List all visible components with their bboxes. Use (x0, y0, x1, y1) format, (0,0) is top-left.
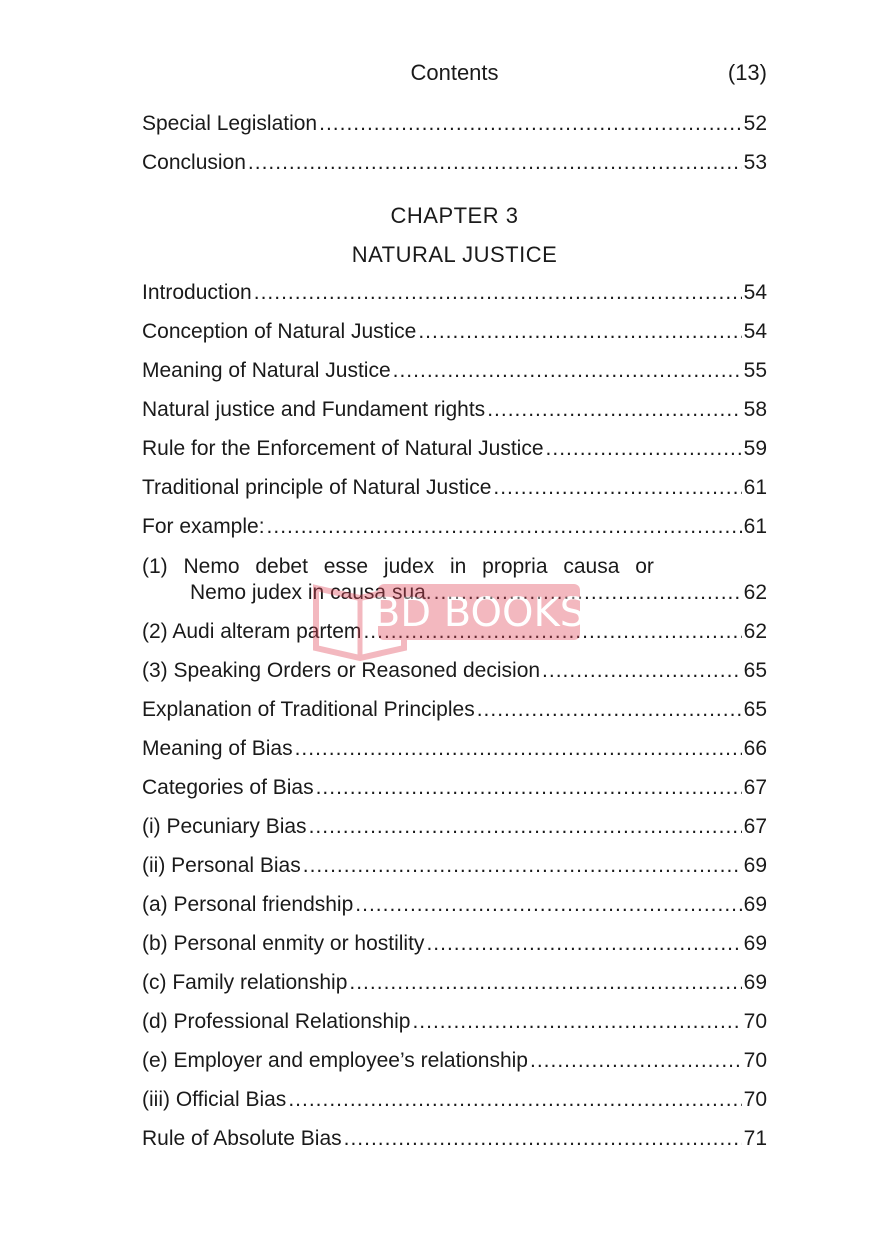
toc-entry-page: 55 (743, 359, 767, 382)
toc-entry (142, 659, 767, 689)
watermark-logo (312, 578, 584, 662)
toc-entry (142, 1088, 767, 1118)
leader-dots (493, 476, 741, 500)
leader-dots (349, 971, 741, 995)
toc-entry-page: 69 (743, 893, 767, 916)
toc-entry (142, 151, 767, 181)
toc-entry-label: (e) Employer and employee’s relationship (142, 1049, 528, 1072)
toc-entry-label: Explanation of Traditional Principles (142, 698, 475, 721)
leader-dots (393, 359, 742, 383)
toc-entry-page: 53 (743, 151, 767, 174)
leader-dots (248, 151, 742, 175)
toc-entry-page: 69 (743, 854, 767, 877)
toc-entry (142, 698, 767, 728)
toc-entry-page: 62 (743, 620, 767, 643)
toc-entry-page: 65 (743, 698, 767, 721)
toc-entry-label: (i) Pecuniary Bias (142, 815, 307, 838)
toc-entry-page: 54 (743, 281, 767, 304)
toc-entry-label: (3) Speaking Orders or Reasoned decision (142, 659, 541, 682)
toc-entry-label: Nemo judex in causa sua. (190, 581, 432, 604)
leader-dots (530, 1049, 742, 1073)
leader-dots (267, 515, 742, 539)
toc-entry (142, 515, 767, 545)
toc-entry-label: (ii) Personal Bias (142, 854, 301, 877)
toc-entry-page: 52 (743, 112, 767, 135)
toc-entry-page: 70 (743, 1010, 767, 1033)
toc-entry-page: 67 (743, 776, 767, 799)
toc-entry (142, 854, 767, 884)
toc-entry-label: For example: (142, 515, 265, 538)
leader-dots (316, 776, 742, 800)
leader-dots (426, 932, 741, 956)
toc-entry-label: (2) Audi alteram partem (142, 620, 362, 643)
toc-entry-page: 69 (743, 971, 767, 994)
toc-entry-label: Rule of Absolute Bias (142, 1127, 342, 1150)
toc-entry (142, 1010, 767, 1040)
toc-entry-label: (c) Family relationship (142, 971, 348, 994)
toc-entry-page: 70 (743, 1049, 767, 1072)
leader-dots (344, 1127, 742, 1151)
toc-entry (142, 359, 767, 389)
toc-entry (142, 476, 767, 506)
leader-dots (418, 320, 741, 344)
page-title: Contents (410, 60, 499, 85)
toc-entry-label: (a) Personal friendship (142, 893, 354, 916)
page-header (142, 60, 767, 90)
leader-dots (288, 1088, 741, 1112)
toc-entry-label: Categories of Bias (142, 776, 314, 799)
toc-entry-label: Meaning of Bias (142, 737, 293, 760)
toc-entry-page: 70 (743, 1088, 767, 1111)
toc-entry (142, 1127, 767, 1157)
toc-entry-page: 59 (743, 437, 767, 460)
toc-entry-label: Conception of Natural Justice (142, 320, 417, 343)
leader-dots (477, 698, 742, 722)
toc-entry-page: 58 (743, 398, 767, 421)
leader-dots (542, 659, 742, 683)
toc-entry (142, 112, 767, 142)
toc-entry-first-line: (1) Nemo debet esse judex in propria causa or (142, 555, 654, 578)
leader-dots (303, 854, 742, 878)
toc-entry-label: Meaning of Natural Justice (142, 359, 391, 382)
toc-entry-page: 61 (743, 476, 767, 499)
toc-entry-page: 71 (743, 1127, 767, 1150)
toc-entry (142, 971, 767, 1001)
toc-entry-label: (iii) Official Bias (142, 1088, 287, 1111)
leader-dots (355, 893, 741, 917)
leader-dots (309, 815, 742, 839)
toc-entry-label: Rule for the Enforcement of Natural Justice (142, 437, 544, 460)
toc-entry-label: (d) Professional Relationship (142, 1010, 411, 1033)
toc-entry (142, 776, 767, 806)
chapter-title: NATURAL JUSTICE (351, 242, 558, 267)
toc-entry-label: Introduction (142, 281, 252, 304)
page-number: (13) (727, 60, 767, 85)
toc-entry-page: 66 (743, 737, 767, 760)
toc-entry-page: 67 (743, 815, 767, 838)
leader-dots (546, 437, 742, 461)
toc-entry-label: Natural justice and Fundament rights (142, 398, 486, 421)
toc-entry (142, 1049, 767, 1079)
toc-entry-page: 61 (743, 515, 767, 538)
toc-entry-label: Special Legislation (142, 112, 318, 135)
toc-entry-label: Traditional principle of Natural Justice (142, 476, 492, 499)
toc-entry (142, 815, 767, 845)
toc-entry-page: 54 (743, 320, 767, 343)
toc-entry-label: Conclusion (142, 151, 246, 174)
chapter-number: CHAPTER 3 (390, 203, 519, 228)
toc-entry-page: 65 (743, 659, 767, 682)
leader-dots (254, 281, 742, 305)
toc-entry (142, 398, 767, 428)
watermark-text: BD BOOKS (372, 590, 584, 636)
toc-entry-label: (b) Personal enmity or hostility (142, 932, 425, 955)
leader-dots (412, 1010, 741, 1034)
leader-dots (295, 737, 742, 761)
toc-entry (142, 320, 767, 350)
book-logo-icon (312, 578, 584, 662)
toc-entry (142, 437, 767, 467)
toc-entry (142, 737, 767, 767)
leader-dots (319, 112, 742, 136)
toc-entry-page: 62 (743, 581, 767, 604)
toc-entry-page: 69 (743, 932, 767, 955)
toc-entry (142, 932, 767, 962)
toc-entry (142, 281, 767, 311)
leader-dots (487, 398, 741, 422)
toc-entry (142, 893, 767, 923)
